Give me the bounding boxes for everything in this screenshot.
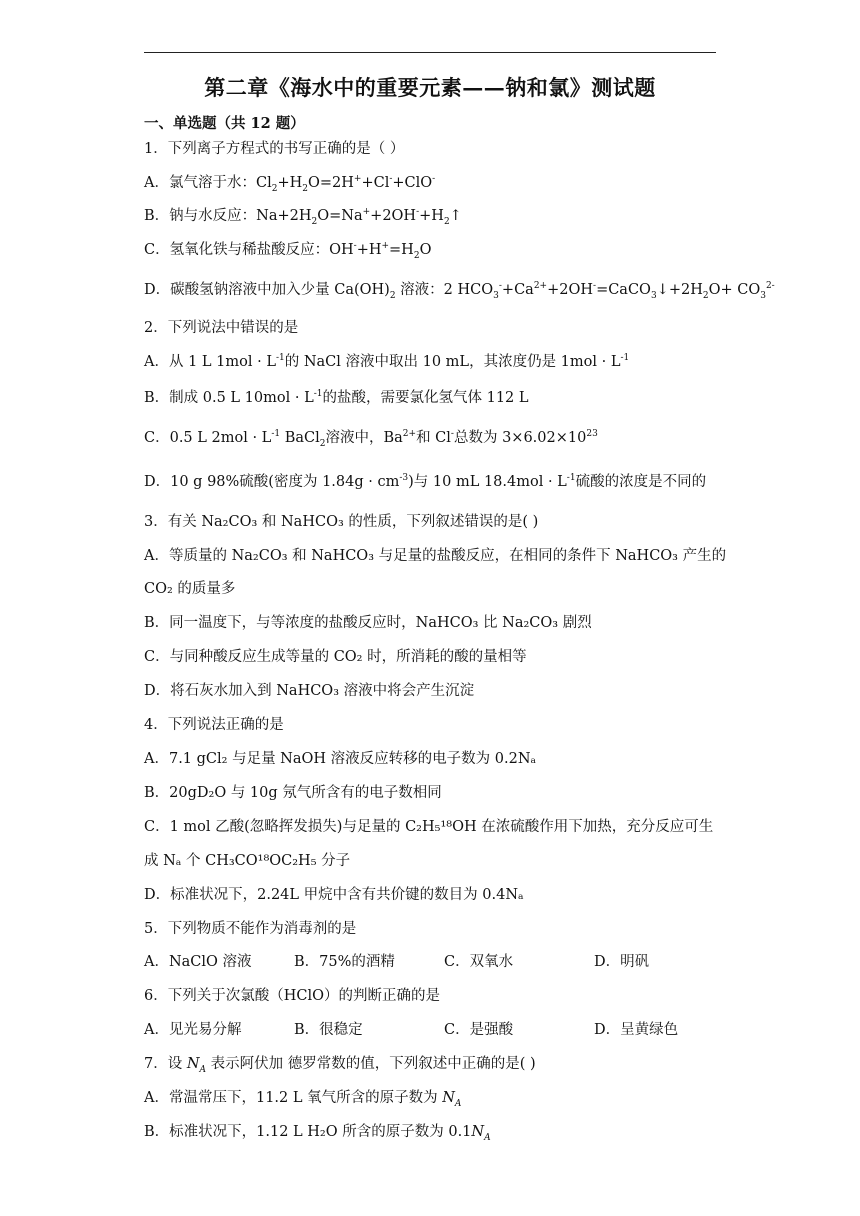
q1-option-d: D．碳酸氢钠溶液中加入少量 $Ca(OH)_2$ 溶液：2 $HCO_3^-+Ca^{2+}+2OH^-=CaCO_3↓+2H_2O+ CO_3^{2-}$ (144, 281, 775, 301)
q3-option-b: B．同一温度下，与等浓度的盐酸反应时，NaHCO₃ 比 Na₂CO₃ 剧烈 (144, 615, 592, 631)
q1-option-a: A．氯气溶于水：$Cl_2+H_2O=2H^++Cl^-+ClO^-$ (144, 174, 436, 194)
q3-option-a-line2: CO₂ 的质量多 (144, 581, 236, 597)
header-rule (144, 52, 716, 53)
q4-option-b: B．20gD₂O 与 10g 氖气所含有的电子数相同 (144, 785, 442, 801)
q1-option-b: B．钠与水反应：$Na+2H_2O=Na^++2OH^-+H_2↑$ (144, 207, 462, 227)
q5-option-d: D．明矾 (594, 954, 650, 970)
section-heading: 一、单选题（共 12 题） (144, 115, 305, 132)
q4-option-d: D．标准状况下，2.24L 甲烷中含有共价键的数目为 0.4Nₐ (144, 887, 524, 903)
q6-option-a: A．见光易分解 (144, 1022, 242, 1038)
q5-stem: 5．下列物质不能作为消毒剂的是 (144, 921, 357, 937)
q7-stem: 7．设 $N_A$ 表示阿伏加 德罗常数的值，下列叙述中正确的是( ) (144, 1056, 536, 1075)
q3-option-d: D．将石灰水加入到 NaHCO₃ 溶液中将会产生沉淀 (144, 683, 475, 699)
q3-option-a-line1: A．等质量的 Na₂CO₃ 和 NaHCO₃ 与足量的盐酸反应，在相同的条件下 NaHCO₃ 产生的 (144, 548, 727, 564)
q6-stem: 6．下列关于次氯酸（HClO）的判断正确的是 (144, 988, 440, 1004)
q2-option-a: A．从 1 L $1mol \cdot L^{-1}$的 NaCl 溶液中取出 10 mL，其浓度仍是 $1mol \cdot L^{-1}$ (144, 353, 630, 370)
page-title: 第二章《海水中的重要元素——钠和氯》测试题 (204, 75, 656, 100)
q7-option-b: B．标准状况下，1.12 L H₂O 所含的原子数为 $0.1N_A$ (144, 1124, 491, 1143)
q3-option-c: C．与同种酸反应生成等量的 CO₂ 时，所消耗的酸的量相等 (144, 649, 527, 665)
q4-option-c-line2: 成 Nₐ 个 CH₃CO¹⁸OC₂H₅ 分子 (144, 853, 351, 869)
q4-stem: 4．下列说法正确的是 (144, 717, 284, 733)
q1-option-c: C．氢氧化铁与稀盐酸反应：$OH^-+H^+=H_2O$ (144, 241, 432, 261)
q1-stem: 1．下列离子方程式的书写正确的是（ ） (144, 141, 405, 157)
q4-option-a: A．7.1 gCl₂ 与足量 NaOH 溶液反应转移的电子数为 0.2Nₐ (144, 751, 537, 767)
q2-option-c: C．0.5 L $2mol \cdot L^{-1}$ BaCl$_2$溶液中，$Ba^{2+}$和 Cl-总数为 $3\times 6.02\times 10^{23}$ (144, 429, 598, 449)
q4-option-c-line1: C．1 mol 乙酸(忽略挥发损失)与足量的 C₂H₅¹⁸OH 在浓硫酸作用下加热，充分反应可生 (144, 819, 714, 835)
q2-stem: 2．下列说法中错误的是 (144, 320, 299, 336)
q5-option-a: A．NaClO 溶液 (144, 954, 252, 970)
q5-option-c: C．双氧水 (444, 954, 514, 970)
q2-option-b: B．制成 0.5 L $10mol \cdot L^{-1}$的盐酸，需要氯化氢气体 112 L (144, 389, 529, 406)
q3-stem: 3．有关 Na₂CO₃ 和 NaHCO₃ 的性质，下列叙述错误的是( ) (144, 514, 539, 530)
q6-option-b: B．很稳定 (294, 1022, 363, 1038)
q6-option-d: D．呈黄绿色 (594, 1022, 679, 1038)
q5-option-b: B．75%的酒精 (294, 954, 395, 970)
q7-option-a: A．常温常压下，11.2 L 氧气所含的原子数为 $N_A$ (144, 1090, 462, 1109)
q6-option-c: C．是强酸 (444, 1022, 514, 1038)
q2-option-d: D．10 g 98%硫酸(密度为 $1.84g \cdot cm^{-3}$)与 10 mL $18.4mol \cdot L^{-1}$硫酸的浓度是不同的 (144, 473, 707, 490)
